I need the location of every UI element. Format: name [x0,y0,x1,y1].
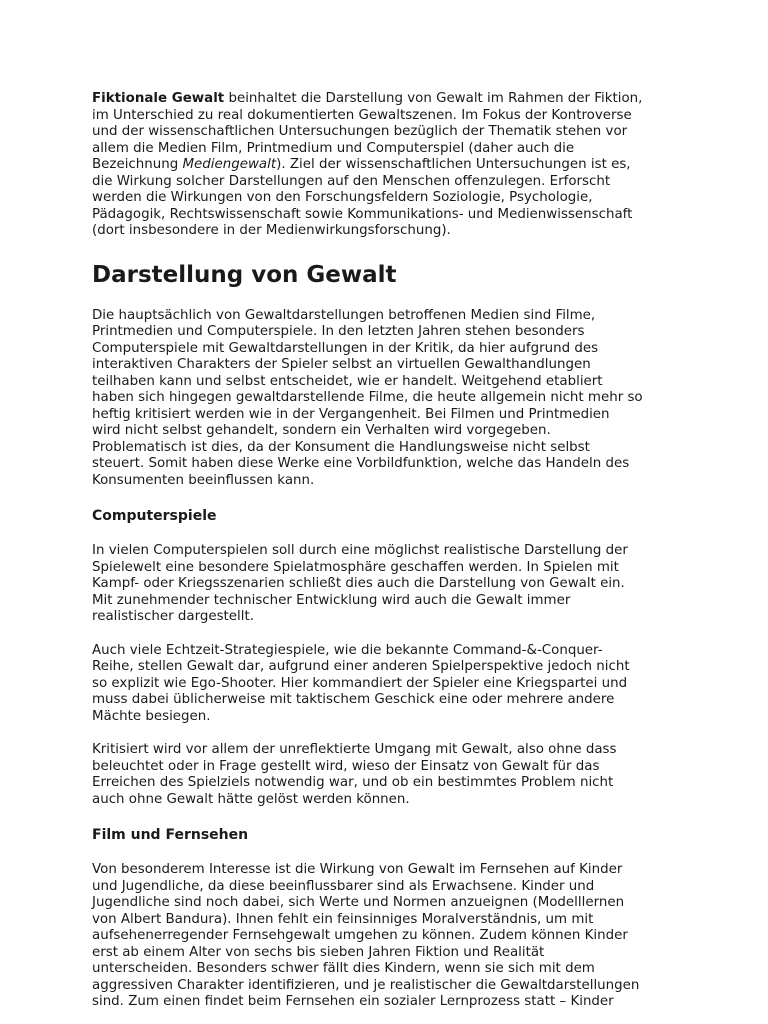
intro-text-2: ). Ziel der wissenschaftlichen Untersuchungen ist es, die Wirkung solcher Darstellungen auf den Menschen offenzulegen. Erforscht werden die Wirkungen von den Forschungsfeldern Soziologie, Psychologie, Pädagogik, Rechtswissenschaft sowie Kommunikations- und Medienwissenschaft (dort insbesondere in der Medienwirkungsforschung). [92,157,633,238]
intro-bold-term: Fiktionale Gewalt [92,91,225,106]
heading-darstellung-von-gewalt: Darstellung von Gewalt [92,261,397,288]
intro-italic-term: Mediengewalt [182,157,277,172]
heading-computerspiele: Computerspiele [92,508,217,524]
computerspiele-paragraph-3: Kritisiert wird vor allem der unreflektierte Umgang mit Gewalt, also ohne dass beleuchtet oder in Frage gestellt wird, wieso der Einsatz von Gewalt für das Erreichen des Spielziels notwendig war, und ob ein bestimmtes Problem nicht auch ohne Gewalt hätte gelöst werden können. [92,742,617,807]
intro-text-1: beinhaltet die Darstellung von Gewalt im Rahmen der Fiktion, im Unterschied zu real dokumentierten Gewaltszenen. Im Fokus der Kontroverse und der wissenschaftlichen Untersuchungen bezüglich der Thematik stehen vor allem die Medien Film, Printmedium und Computerspiel (daher auch die Bezeichnung [92,91,643,172]
document-page [92,91,692,1011]
intro-paragraph [92,91,692,240]
heading-film-und-fernsehen: Film und Fernsehen [92,827,249,843]
computerspiele-paragraph-2: Auch viele Echtzeit-Strategiespiele, wie die bekannte Command-&-Conquer- Reihe, stellen Gewalt dar, aufgrund einer anderen Spielperspektive jedoch nicht so explizit wie Ego-Shooter. Hier kommandiert der Spieler eine Kriegspartei und muss dabei üblicherweise mit taktischem Geschick eine oder mehrere andere Mächte besiegen. [92,642,630,724]
computerspiele-paragraph-1: In vielen Computerspielen soll durch eine möglichst realistische Darstellung der Spielewelt eine besondere Spielatmosphäre geschaffen werden. In Spielen mit Kampf- oder Kriegsszenarien schließt dies auch die Darstellung von Gewalt ein. Mit zunehmender technischer Entwicklung wird auch die Gewalt immer realistischer dargestellt. [92,543,628,624]
darstellung-paragraph: Die hauptsächlich von Gewaltdarstellungen betroffenen Medien sind Filme, Printmedien und Computerspiele. In den letzten Jahren stehen besonders Computerspiele mit Gewaltdarstellungen in der Kritik, da hier aufgrund des interaktiven Charakters der Spieler selbst an virtuellen Gewalthandlungen teilhaben kann und selbst entscheidet, wie er handelt. Weitgehend etabliert haben sich hingegen gewaltdarstellende Filme, die heute allgemein nicht mehr so heftig kritisiert werden wie in der Vergangenheit. Bei Filmen und Printmedien wird nicht selbst gehandelt, sondern ein Verhalten wird vorgegeben. Problematisch ist dies, da der Konsument die Handlungsweise nicht selbst steuert. Somit haben diese Werke eine Vorbildfunktion, welche das Handeln des Konsumenten beeinflussen kann. [92,307,643,488]
film-paragraph: Von besonderem Interesse ist die Wirkung von Gewalt im Fernsehen auf Kinder und Jugendliche, da diese beeinflussbarer sind als Erwachsene. Kinder und Jugendliche sind noch dabei, sich Werte und Normen anzueignen (Modelllernen von Albert Bandura). Ihnen fehlt ein feinsinniges Moralverständnis, um mit aufsehenerregender Fernsehgewalt umgehen zu können. Zudem können Kinder erst ab einem Alter von sechs bis sieben Jahren Fiktion und Realität unterscheiden. Besonders schwer fällt dies Kindern, wenn sie sich mit dem aggressiven Charakter identifizieren, und je realistischer die Gewaltdarstellungen sind. Zum einen findet beim Fernsehen ein sozialer Lernprozess statt – Kinder [92,862,640,1009]
